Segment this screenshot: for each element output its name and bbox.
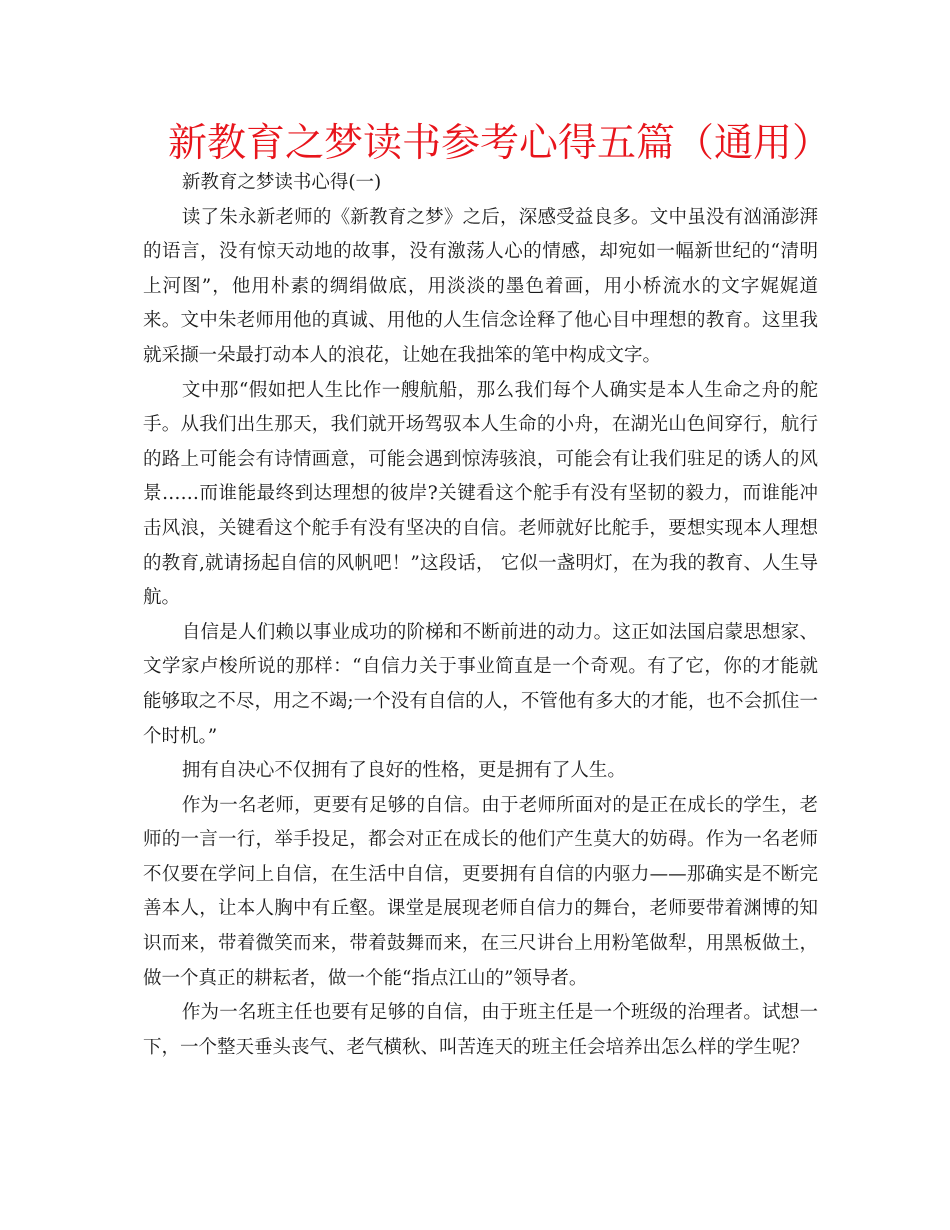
paragraph: 拥有自决心不仅拥有了良好的性格，更是拥有了人生。 (181, 760, 626, 782)
paragraph: 作为一名班主任也要有足够的自信，由于班主任是一个班级的治理者。试想一下，一个整天垂头丧气、老气横秋、叫苦连天的班主任会培养出怎么样的学生呢？ (143, 1002, 818, 1058)
paragraph: 文中那“假如把人生比作一艘航船，那么我们每个人确实是本人生命之舟的舵手。从我们出生那天，我们就开场驾驭本人生命的小舟，在湖光山色间穿行，航行的路上可能会有诗情画意，可能会遇到惊涛骇浪，可能会有让我们驻足的诱人的风景……而谁能最终到达理想的彼岸?关键看这个舵手有没有坚韧的毅力，而谁能冲击风浪，关键看这个舵手有没有坚决的自信。老师就好比舵手，要想实现本人理想的教育,就请扬起自信的风帆吧！”这段话， 它似一盏明灯，在为我的教育、人生导航。 (143, 379, 818, 609)
document-body (143, 166, 818, 1065)
paragraph: 读了朱永新老师的《新教育之梦》之后，深感受益良多。文中虽没有汹涌澎湃的语言，没有惊天动地的故事，没有激荡人心的情感，却宛如一幅新世纪的“清明上河图”，他用朴素的绸绢做底，用淡淡的墨色着画，用小桥流水的文字娓娓道来。文中朱老师用他的真诚、用他的人生信念诠释了他心目中理想的教育。这里我就采撷一朵最打动本人的浪花，让她在我拙笨的笔中构成文字。 (143, 206, 818, 366)
paragraph: 作为一名老师，更要有足够的自信。由于老师所面对的是正在成长的学生，老师的一言一行，举手投足，都会对正在成长的他们产生莫大的妨碍。作为一名老师不仅要在学问上自信，在生活中自信，更要拥有自信的内驱力——那确实是不断完善本人，让本人胸中有丘壑。课堂是展现老师自信力的舞台，老师要带着渊博的知识而来，带着微笑而来，带着鼓舞而来，在三尺讲台上用粉笔做犁，用黑板做土，做一个真正的耕耘者，做一个能“指点江山的”领导者。 (143, 794, 818, 989)
paragraph: 自信是人们赖以事业成功的阶梯和不断前进的动力。这正如法国启蒙思想家、文学家卢梭所说的那样：“自信力关于事业简直是一个奇观。有了它，你的才能就能够取之不尽，用之不竭;一个没有自信的人，不管他有多大的才能，也不会抓住一个时机。” (143, 621, 818, 747)
section-heading: 新教育之梦读书心得(一) (181, 172, 382, 193)
document-title: 新教育之梦读书参考心得五篇（通用） (168, 121, 832, 166)
